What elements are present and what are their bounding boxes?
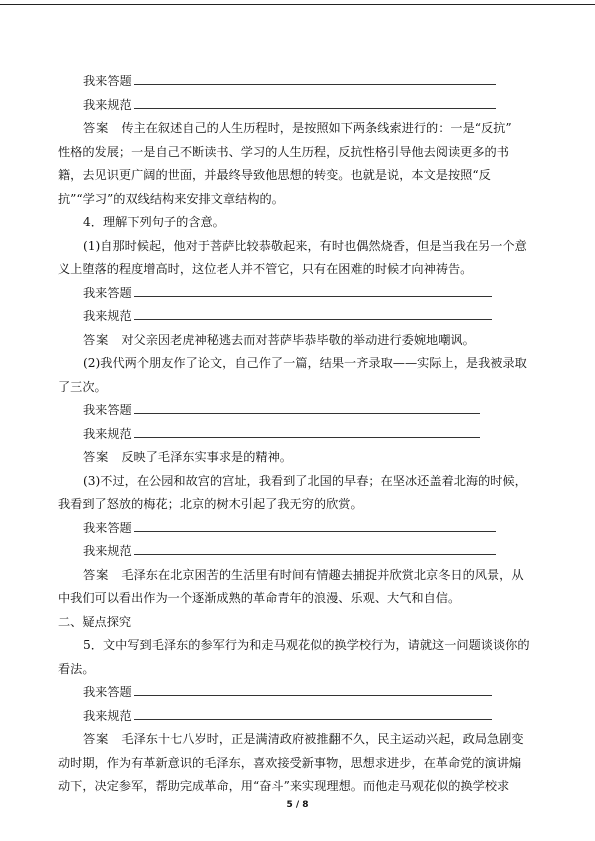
- answer-paragraph-5: [58, 728, 534, 799]
- answer-line-label: 我来答题: [83, 520, 132, 535]
- blank-line[interactable]: [134, 425, 480, 438]
- header-rule: [0, 4, 595, 5]
- answer-label: 答案: [83, 121, 110, 135]
- answer-line-norm: [58, 540, 534, 564]
- text-line: 我看到了怒放的梅花；北京的树木引起了我无穷的欣赏。: [58, 497, 363, 511]
- text-line: 5．文中写到毛泽东的参军行为和走马观花似的换学校行为，请就这一问题谈谈你的: [83, 638, 530, 652]
- answer-line-mine: [58, 517, 534, 541]
- text-line: 了三次。: [58, 379, 107, 394]
- document-body: [58, 70, 534, 799]
- blank-line[interactable]: [134, 542, 496, 555]
- section-heading: 二、疑点探究: [58, 614, 132, 629]
- answer-paragraph-2: [58, 446, 534, 470]
- text-line: 动下，决定参军，帮助完成革命，用“奋斗”来实现理想。而他走马观花似的换学校求: [58, 779, 510, 793]
- text-line: 性格的发展；一是自己不断读书、学习的人生历程，反抗性格引导他去阅读更多的书: [58, 144, 509, 159]
- text-line: 义上堕落的程度增高时，这位老人并不管它，只有在困难的时候才向神祷告。: [58, 262, 473, 276]
- blank-line[interactable]: [134, 96, 496, 109]
- answer-label: 答案: [83, 450, 110, 464]
- answer-line-label: 我来答题: [83, 685, 132, 699]
- text-line: (2)我代两个朋友作了论文，自己作了一篇，结果一齐录取——实际上，是我被录取: [83, 356, 527, 370]
- question-4-1: [58, 235, 534, 282]
- answer-line-label: 我来规范: [83, 97, 132, 112]
- text-line: [58, 728, 534, 752]
- text-line: (1)自那时候起，他对于菩萨比较恭敬起来，有时也偶然烧香，但是当我在另一个意: [83, 238, 527, 253]
- blank-line[interactable]: [134, 72, 496, 85]
- text-line: [58, 564, 534, 588]
- answer-paragraph-1: [58, 329, 534, 353]
- question-4-2: [58, 352, 534, 399]
- text-line: (3)不过，在公园和故宫的宫址，我看到了北国的早春；在坚冰还盖着北海的时候，: [83, 473, 527, 488]
- answer-paragraph-0: [58, 117, 534, 211]
- text-line: [58, 117, 534, 141]
- text-line: 抗”“学习”的双线结构来安排文章结构的。: [58, 191, 284, 206]
- blank-line[interactable]: [134, 519, 496, 532]
- answer-line-label: 我来规范: [83, 309, 132, 323]
- question-4-3: [58, 470, 534, 517]
- text-span: 传主在叙述自己的人生历程时，是按照如下两条线索进行的：一是“反抗”: [121, 121, 512, 135]
- answer-label: 答案: [83, 332, 110, 347]
- answer-line-label: 我来规范: [83, 426, 132, 441]
- blank-line[interactable]: [134, 307, 492, 320]
- question-5: [58, 634, 534, 681]
- text-span: 毛泽东十七八岁时，正是满清政府被推翻不久，民主运动兴起，政局急剧变: [121, 732, 524, 746]
- answer-label: 答案: [83, 567, 110, 582]
- blank-line[interactable]: [134, 284, 492, 297]
- question-4: 4．理解下列句子的含意。: [83, 215, 225, 229]
- answer-paragraph-3: [58, 564, 534, 611]
- answer-line-label: 我来答题: [83, 74, 132, 88]
- answer-line-norm: [58, 423, 534, 447]
- answer-line-label: 我来答题: [83, 285, 132, 300]
- text-line: 中我们可以看出作为一个逐渐成熟的革命青年的浪漫、乐观、大气和自信。: [58, 591, 461, 605]
- answer-line-label: 我来答题: [83, 403, 132, 417]
- text-span: 对父亲因老虎神秘逃去而对菩萨毕恭毕敬的举动进行委婉地嘲讽。: [121, 332, 475, 347]
- answer-line-norm: [58, 305, 534, 329]
- answer-line-mine: [58, 282, 534, 306]
- text-line: 动时期，作为有革新意识的毛泽东，喜欢接受新事物，思想求进步，在革命党的演讲煽: [58, 755, 522, 770]
- text-span: 反映了毛泽东实事求是的精神。: [121, 450, 292, 464]
- answer-line-mine: [58, 681, 534, 705]
- text-span: 毛泽东在北京困苦的生活里有时间有情趣去捕捉并欣赏北京冬日的风景，从: [121, 567, 524, 582]
- answer-line-norm: [58, 705, 534, 729]
- answer-line-mine: [58, 399, 534, 423]
- answer-line-label: 我来规范: [83, 544, 132, 558]
- answer-line-norm: [58, 94, 534, 118]
- answer-label: 答案: [83, 732, 110, 746]
- text-line: 籍，去见识更广阔的世面，并最终导致他思想的转变。也就是说，本文是按照“反: [58, 168, 491, 182]
- answer-line-mine: [58, 70, 534, 94]
- page-number: 5 / 8: [286, 800, 309, 810]
- blank-line[interactable]: [134, 401, 480, 414]
- text-line: 看法。: [58, 661, 95, 676]
- blank-line[interactable]: [134, 707, 492, 720]
- answer-line-label: 我来规范: [83, 708, 132, 723]
- blank-line[interactable]: [134, 683, 492, 696]
